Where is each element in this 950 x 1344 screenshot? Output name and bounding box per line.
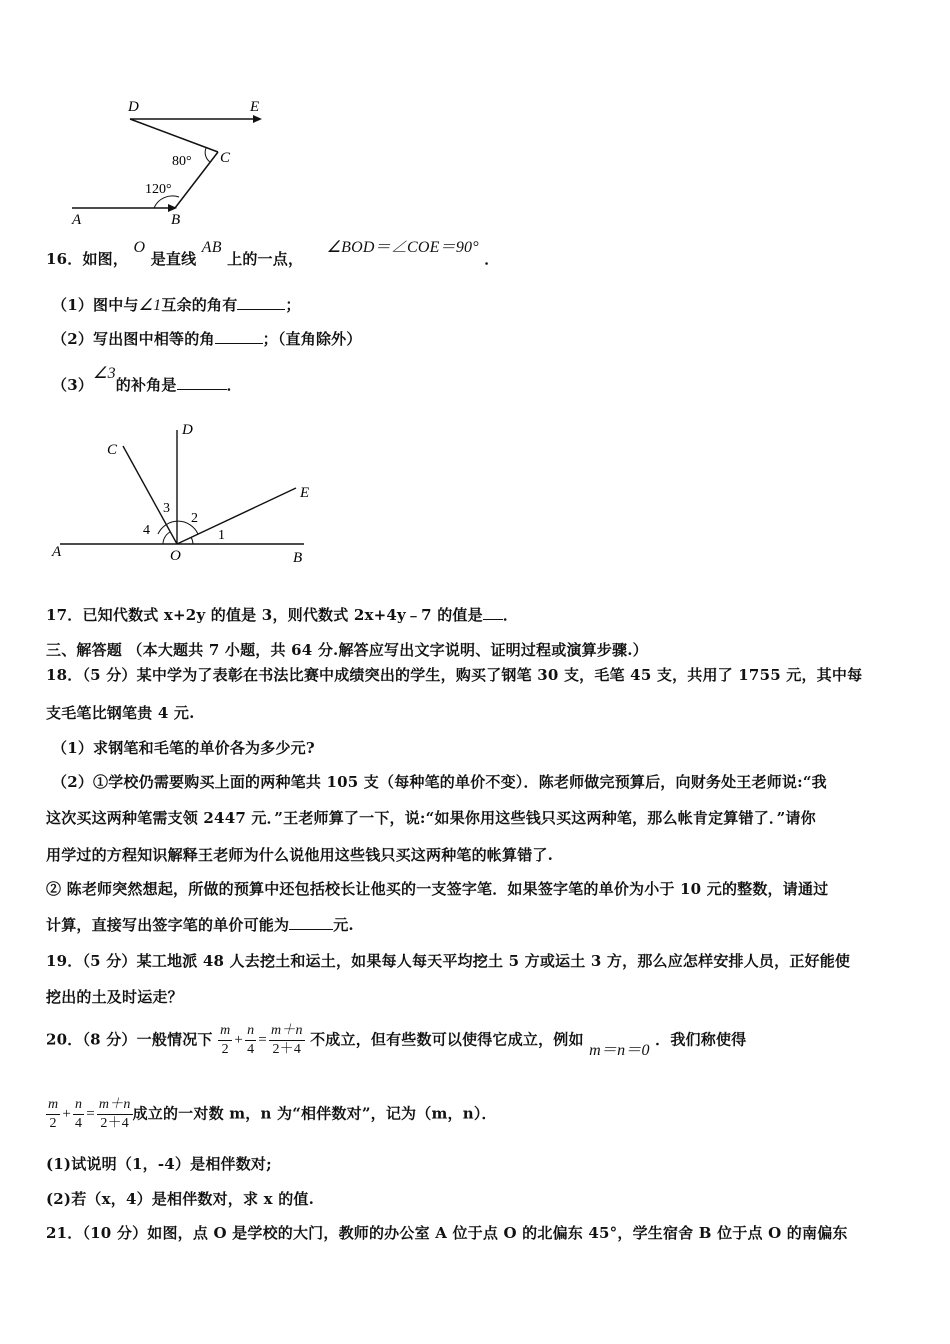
figure-angles-at-o [46,418,326,568]
frac-den: 4 [74,1116,83,1131]
op-plus: + [62,1106,71,1122]
answer-blank[interactable] [289,915,333,930]
q18-l8-text-b: 元. [333,916,354,934]
q20-example: m＝n＝0 [589,1041,650,1059]
q19-line-1: 19．（5 分）某工地派 48 人去挖土和运土，如果每人每天平均挖土 5 方或运土 3 方，那么应怎样安排人员，正好能使 [46,952,851,970]
answer-blank[interactable] [215,329,263,344]
q17 [46,604,518,625]
q16-number: 16．如图， [46,250,129,268]
angle-b-label: 120° [145,182,172,197]
answer-blank[interactable] [483,605,503,620]
frac-den: 2 [221,1042,229,1057]
op-equals: = [86,1106,95,1122]
q18-part-1: （1）求钢笔和毛笔的单价各为多少元? [52,739,315,757]
label-O: O [170,548,181,564]
q16-p2-text-b: ；（直角除外） [262,330,362,348]
q18-part-2: （2）①学校仍需要购买上面的两种笔共 105 支（每种笔的单价不变）．陈老师做完预算后，向财务处王老师说:“我 [52,773,827,791]
frac-num: m [46,1096,60,1115]
q17-end: ． [502,606,519,624]
fraction-sum [269,1022,305,1059]
frac-num: m＋n [269,1022,305,1041]
q16-p1-text-a: （1）图中与 [52,296,139,314]
q18-l8-text-a: 计算，直接写出签字笔的单价可能为 [46,916,290,934]
frac-num: m＋n [97,1096,133,1115]
fraction-m-over-2 [46,1096,60,1133]
q16-point-o: O [133,239,146,256]
op-equals: = [258,1032,267,1048]
q16-part-3 [52,365,242,395]
q16-part-1 [52,294,301,315]
q17-text: 17．已知代数式 x+2y 的值是 3，则代数式 2x+4y﹣7 的值是 [46,606,483,624]
q16-p3-text-c: ． [226,376,242,394]
q20-definition [46,1096,497,1133]
q20-text-c: ．我们称使得 [655,1030,747,1049]
q20-part-1: (1)试说明（1，-4）是相伴数对; [46,1155,272,1173]
angle-label-3: 3 [163,501,170,516]
label-D: D [182,422,193,438]
angle-label-4: 4 [143,523,150,538]
label-B: B [293,550,303,566]
q18-line-7: ② 陈老师突然想起，所做的预算中还包括校长让他买的一支签字笔．如果签字笔的单价为小于 10 元的整数，请通过 [46,880,829,898]
label-B: B [171,212,181,227]
q18-line-2: 支毛笔比钢笔贵 4 元. [46,704,195,722]
label-A: A [72,212,82,227]
q18-line-5: 这次买这两种笔需支领 2447 元．”王老师算了一下，说:“如果你用这些钱只买这两种笔，那么帐肯定算错了．”请你 [46,809,816,827]
q18-line-8 [46,914,354,935]
frac-num: n [245,1022,256,1041]
q16-angle-1: ∠1 [138,297,162,314]
q19-line-2: 挖出的土及时运走？ [46,988,183,1006]
q16-p2-text-a: （2）写出图中相等的角 [52,330,215,348]
q16-part-2 [52,328,362,349]
label-E: E [250,99,260,115]
frac-den: 4 [247,1042,255,1057]
figure-angle-abcde [60,92,280,227]
q16-p1-text-b: 互余的角有 [161,296,238,314]
q16-text-2: 上的一点， [227,250,304,268]
label-E: E [300,485,310,501]
q18-line-1: 18．（5 分）某中学为了表彰在书法比赛中成绩突出的学生，购买了钢笔 30 支，毛笔 45 支，共用了 1755 元，其中每 [46,666,863,684]
q16-condition: ∠BOD＝∠COE＝90° [326,239,479,256]
section-3-heading: 三、解答题 （本大题共 7 小题，共 64 分.解答应写出文字说明、证明过程或演算步骤.） [46,641,648,659]
q21-line-1: 21．（10 分）如图，点 O 是学校的大门，教师的办公室 A 位于点 O 的北偏东 45°，学生宿舍 B 位于点 O 的南偏东 [46,1224,848,1242]
angle-label-2: 2 [191,511,198,526]
fraction-n-over-4 [245,1022,256,1059]
q16-p3-text-a: （3） [52,376,94,394]
frac-den: 2 [49,1116,57,1131]
label-D: D [128,99,139,115]
q18-line-6: 用学过的方程知识解释王老师为什么说他用这些钱只买这两种笔的帐算错了. [46,846,554,864]
q16-angle-3: ∠3 [93,365,116,382]
q20-text-b: 不成立，但有些数可以使得它成立，例如 [310,1030,584,1049]
q16-text-1: 是直线 [150,250,197,268]
q20-text-a: 20．（8 分）一般情况下 [46,1030,213,1049]
label-A: A [52,544,62,560]
q16-end: ． [484,250,500,268]
op-plus: + [234,1032,244,1048]
q20-stem [46,1022,746,1059]
answer-blank[interactable] [177,375,227,390]
q16-p1-text-c: ； [285,296,301,314]
frac-den: 2＋4 [272,1042,302,1057]
frac-den: 2＋4 [100,1116,130,1131]
angle-label-1: 1 [218,528,225,543]
q16-p3-text-b: 的补角是 [115,376,177,394]
q16-stem [46,239,500,269]
fraction-m-over-2 [218,1022,232,1059]
fraction-n-over-4 [73,1096,84,1133]
fraction-sum [97,1096,133,1133]
q20-text-d: 成立的一对数 m，n 为“相伴数对”，记为（m，n）． [132,1104,497,1123]
frac-num: n [73,1096,84,1115]
label-C: C [107,442,118,458]
q16-line-ab: AB [201,239,222,256]
q20-part-2: (2)若（x，4）是相伴数对，求 x 的值. [46,1190,315,1208]
frac-num: m [218,1022,232,1041]
angle-c-label: 80° [172,154,192,169]
label-C: C [220,150,231,166]
answer-blank[interactable] [237,295,285,310]
